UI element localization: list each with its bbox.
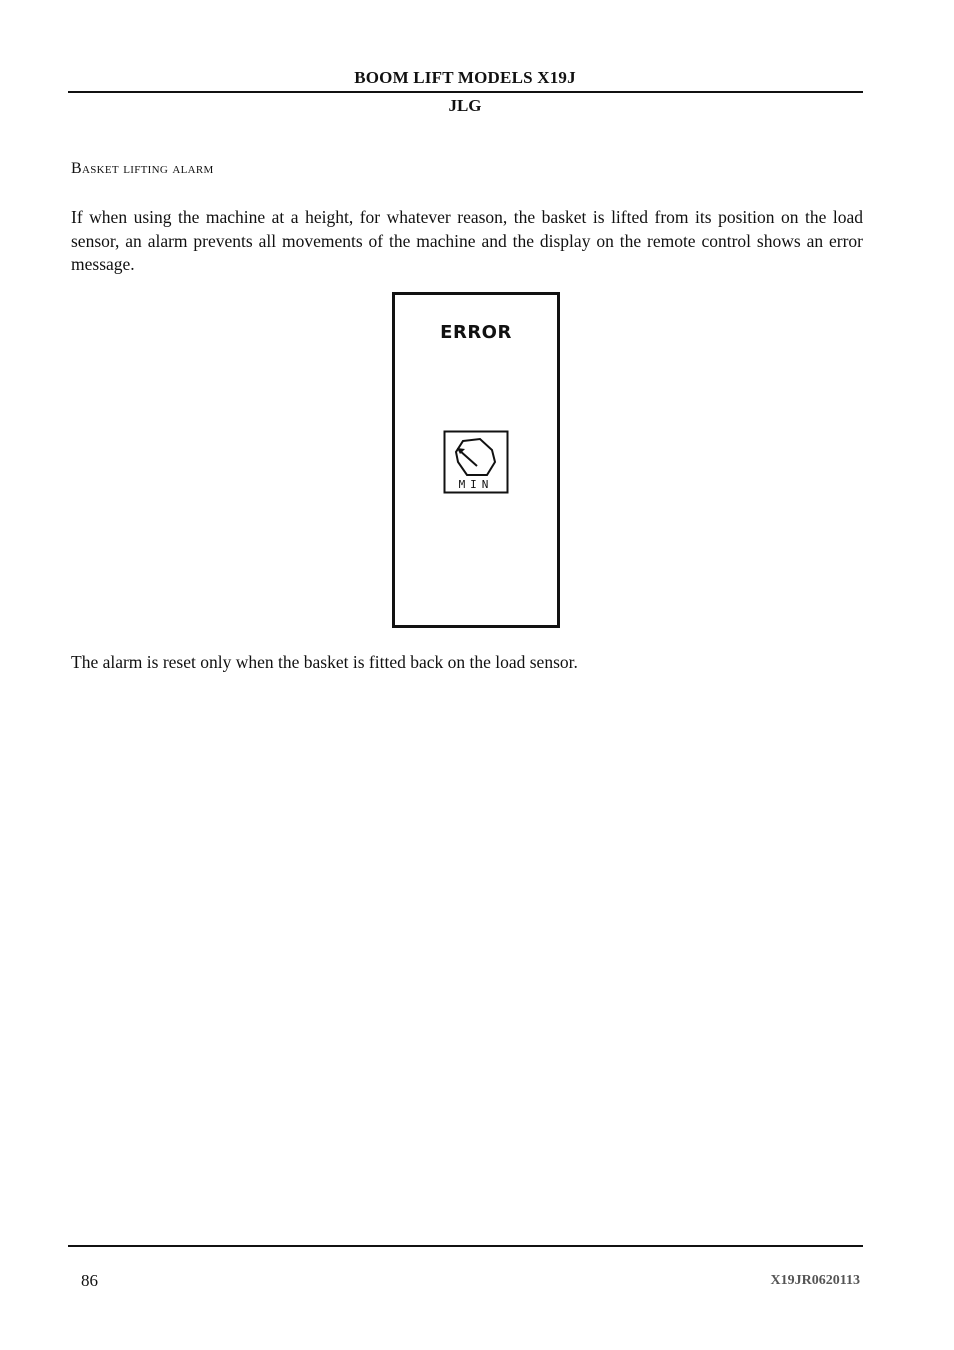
remote-display-panel bbox=[392, 292, 560, 628]
intro-paragraph: If when using the machine at a height, for whatever reason, the basket is lifted from its position on the load sensor, an alarm prevents all movements of the machine and the display on the remote control shows an error message. bbox=[71, 207, 863, 274]
header-brand: JLG bbox=[448, 96, 482, 115]
page-number: 86 bbox=[81, 1271, 98, 1290]
document-code: X19JR0620113 bbox=[770, 1273, 860, 1288]
header-title: BOOM LIFT MODELS X19J bbox=[354, 68, 576, 87]
closing-paragraph: The alarm is reset only when the basket is fitted back on the load sensor. bbox=[71, 652, 578, 672]
footer-rule bbox=[68, 1245, 863, 1247]
display-icon-label: MIN bbox=[458, 478, 494, 491]
section-title: Basket lifting alarm bbox=[71, 160, 214, 177]
display-error-text: ERROR bbox=[440, 322, 512, 343]
header-rule bbox=[68, 91, 863, 93]
load-gauge-min-icon bbox=[443, 430, 509, 494]
